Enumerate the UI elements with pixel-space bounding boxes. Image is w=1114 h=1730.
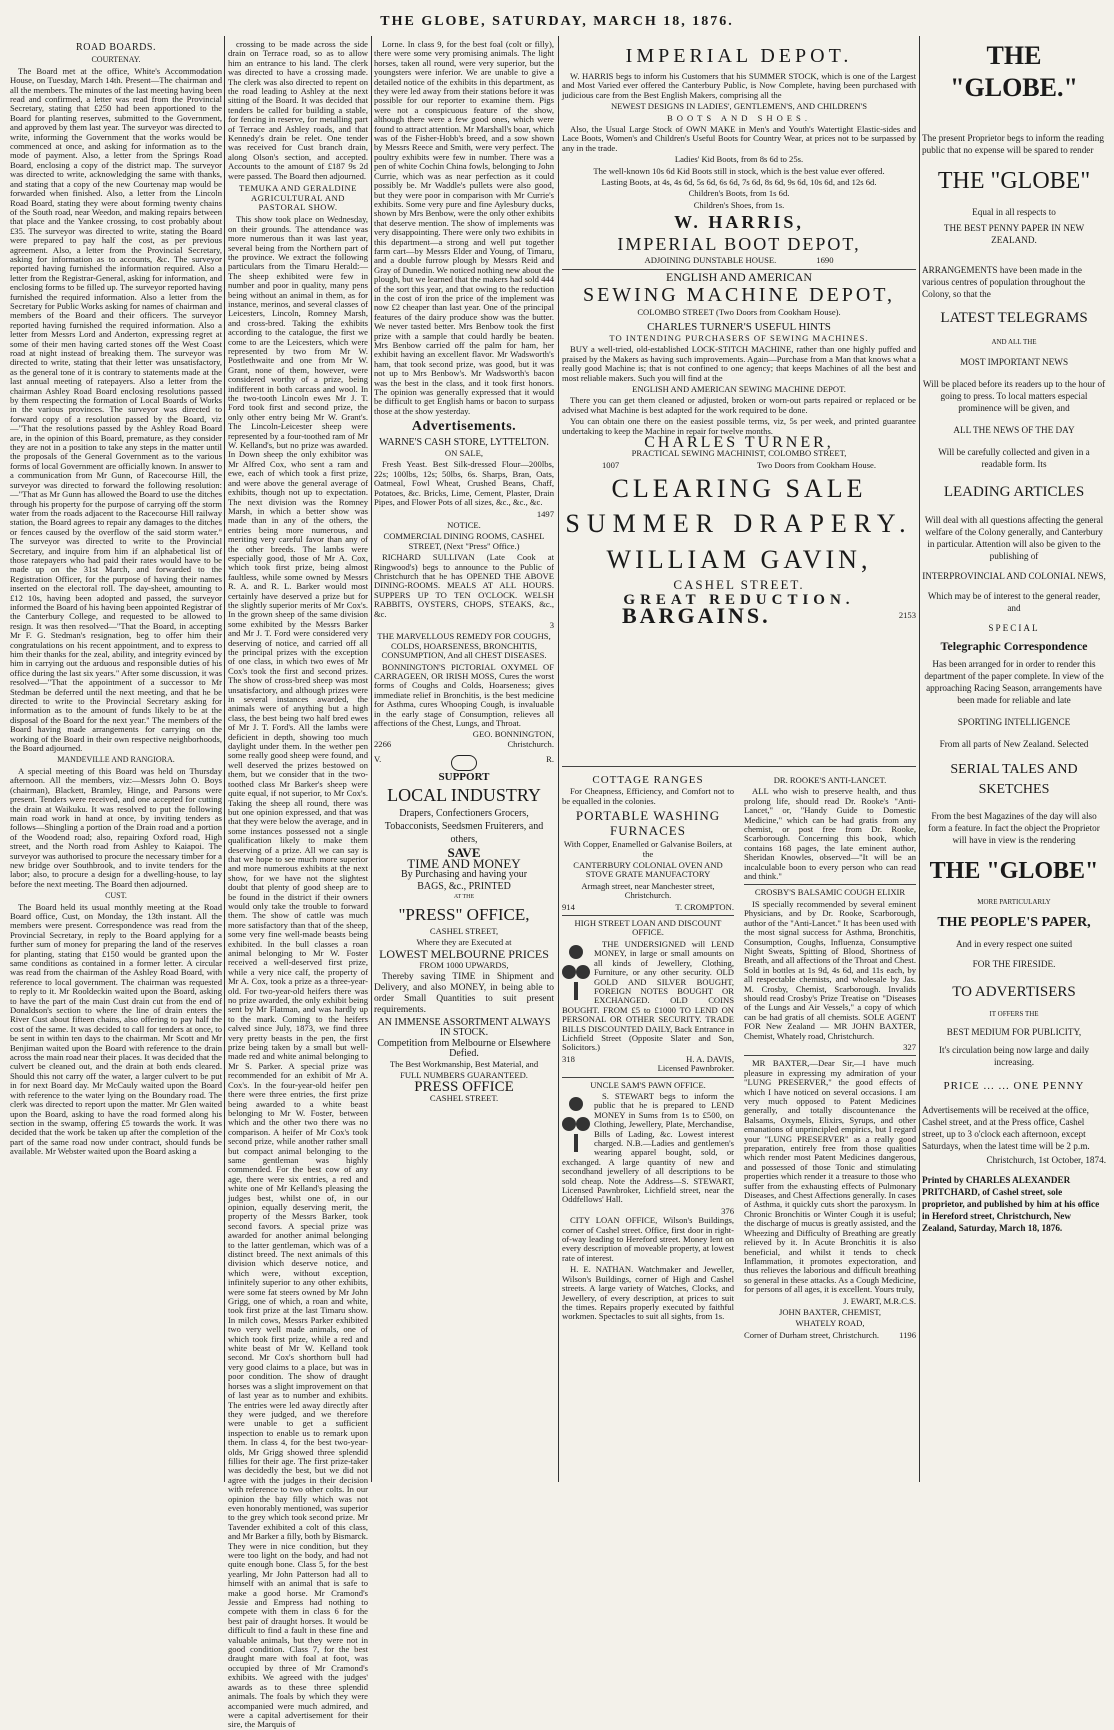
ad-text: Competition from Melbourne or Elsewhere Defied. [377,1038,551,1059]
prospectus-date: Christchurch, 1st October, 1874. [986,1155,1106,1165]
ad-footer [744,1331,916,1340]
ad-text: Fresh Yeast. Best Silk-dressed Flour—200lbs, 22s; 100lbs, 12s; 50lbs, 6s. Sharps, Bran, Oats, Oatmeal, Fowl Wheat, Crushed Beans, Chaff, Potatoes, &c. Bricks, Lime, Cement, Plaster, Drain Pipes, and Flower Pots of all sizes, &c., &c., &c. [374,459,554,508]
ad-title: SUPPORT [438,771,490,784]
ad-text: IS specially recommended by several eminent Physicians, and by Dr. Rooke, Scarborough, author of the "Anti-Lancet." It has been used with the most signal success for Asthma, Bronchitis, Consumption, Coughs, Influenza, Consumptive Night Sweats, Spitting of Blood, Shortness of Breath, and all affections of the Throat and Chest. Sold in bottles at 1s 9d, 4s 6d, and 11s each, by all respectable chemists, and wholesale by Jas. M. Crosby, Chemist, Scarborough. Invalids should read Crosby's Prize Treatise on "Diseases of the Lungs and Air Vessels," a copy of which can be had gratis of all chemists. SOLE AGENT FOR New Zealand — MR JOHN BAXTER, Chemist, Whately road, Christchurch. [744,898,916,1041]
ad-text: JOHN BAXTER, CHEMIST, [778,1306,881,1317]
ad-text: Also, the Usual Large Stock of OWN MAKE in Men's and Youth's Watertight Elastic-sides and Lace Boots, Women's and Children's Useful Boots for Country Wear, at prices not to be surpassed by any in the trade. [562,124,916,153]
ad-title: UNCLE SAM'S PAWN OFFICE. [590,1079,706,1090]
column-rule [224,36,225,1482]
ad-title: GREAT REDUCTION. [623,591,855,608]
article-text: The Board met at the office, White's Accommodation House, on Tuesday, March 14th. Present—The chairman and all the members. The minutes of the last meeting having been read and confirmed, a letter was read from the Provincial Secretary, stating that £250 had been apportioned to the Board for planting reserves, submitted to the Government, and approved by them last year. The surveyor was directed to write, informing the Government that the works would be commenced at once, and asking for information as to the mode of payment. Also, a letter from the Springs Road Board, enclosing a copy of the district map. The surveyor was directed to write, acknowledging the same with thanks, and stating that a copy of the new Courtenay map would be forwarded when finished. Also, a letter from the Lincoln Road Board, stating they were about forming twenty chains of the South road, near Weedon, and making repairs between that place and the Yankee crossing, to cost probably about £35. The surveyor was directed to write, stating the Board were prepared to pay half the cost, as per previous agreement. Also, a letter from the Provincial Secretary, asking for information as to accounts, &c. The surveyor reported having furnished the information required. Also a letter from the Registrar-General, asking for information, and enclosing forms to be filled up. The surveyor reported having furnished the required information. Also a letter from the Secretary for Public Works asking for names of chairman and members of the Board and their officers. The surveyor reported having furnished the required information. Also a letter from Messrs Lord and Anderton, expressing regret at some of their men having carted stones off the West Coast road at night instead of breaking them. The surveyor was directed to write, stating that their letter was unsatisfactory, as the general tone of it is contrary to statements made at the last annual meeting of ratepayers. Also a letter from the chairman Ashley Road Board enclosing resolutions passed by them respecting the formation of Local Boards of Works in the various provinces. The surveyor was directed to forward copy of a resolution passed by the Board, viz—"That the resolutions passed by the Ashley Road Board are, in the opinion of this Board, premature, as they consider they are not in a position to take any steps in the matter until the proposals of the General Government as to the various forms of local Government are officially known. In answer to a communication from Mr Gunn, of Racecourse Hill, the surveyor was directed to forward the following resolution:—"That as Mr Gunn has allowed the Board to use the ditches through his property for the purpose of carrying off the storm water from the roads adjacent to the Racecourse Hill railway station, the Board agrees to repair any damages to the ditches or fences caused by the overflow of the said storm water." The surveyor was directed to write to the Provincial Secretary, and inquire from him if an alphabetical list of those ratepayers who had paid their rates would have to be made up on the 31st March, and forwarded to the Registration Officer, for the purpose of having their names inserted on the electoral roll. The day-sheet, amounting to £12 10s, having been adopted and passed, the surveyor informed the Board of his having been appointed Registrar of the Canterbury College, and requested to be allowed to resign. It was then resolved—"That the Board, in accepting Mr F. G. Stedman's resignation, beg to offer him their congratulations on his recent appointment, and to express to him their thanks for the zeal, ability, and integrity evinced by him in carrying out the arduous and responsible duties of his office during the last six years." After some discussion, it was resolved—"That the appointment of a successor to Mr Stedman be deferred until the next meeting, and that he be directed to write to the Provincial Secretary asking for information as to the amount of funds likely to be at the disposal of the Board for the next year." The members of the Board having made arrangements for carrying on the working of the Board in their own respective neighborhoods, the Board adjourned. [10,65,222,754]
section-heading: ROAD BOARDS. [76,42,156,53]
prospectus-text: SPORTING INTELLIGENCE [957,717,1071,727]
prospectus-text: IT OFFERS THE [989,1010,1039,1018]
ad-text: Children's Boots, from 1s 6d. [688,188,790,199]
prospectus-heading: Telegraphic Correspondence [940,639,1088,653]
ad-title: DR. ROOKE'S ANTI-LANCET. [773,775,887,785]
vr-line [374,755,554,771]
divider [744,884,916,885]
prospectus-heading: THE "GLOBE" [929,858,1099,884]
column-rule [919,36,920,1482]
ad-text: The well-known 10s 6d Kid Boots still in stock, which is the best value ever offered. [593,165,885,176]
divider [562,766,916,767]
column-show-report [228,39,369,1730]
ad-title: BARGAINS. [622,603,771,628]
vr-r: R. [546,754,554,765]
ad-number: 2153 [898,610,916,620]
ad-text: Two Doors from Cookham House. [757,459,876,470]
prospectus-heading: LATEST TELEGRAMS [940,310,1088,326]
ad-number: 318 [562,1053,575,1064]
ad-text: ALL who wish to preserve health, and thus prolong life, should read Dr. Rooke's "Anti-Lancet," or, "Handy Guide to Domestic Medicine," which can be had gratis from any chemist, or post free from Dr. Rooke, Scarborough. Concerning this book, which contains 168 pages, the late eminent author, Sheridan Knowles, observed—"It will be an incalculable boon to every person who can read and think." [744,786,916,882]
prospectus-text: From all parts of New Zealand. Selected [939,739,1089,749]
prospectus-text: Will be placed before its readers up to the hour of going to press. To local matters especial prominence will be given, and [922,379,1106,413]
ad-text: T. CROMPTON. [675,901,734,912]
ad-number: 327 [903,1041,916,1052]
article-text: Lorne. In class 9, for the best foal (colt or filly), there were some very promising animals. The light horses, taken all round, were very superior, but the youngsters were inferior. We are unable to give a detailed notice of the exhibits in this department, as they were led away from their stations before it was possible for our reporter to examine them. Pigs were not a conspicuous feature of the show, although there were a few good ones, which were found to attract attention. Mr Marshall's boar, which was of the Fisher-Hobb's breed, and a sow shown by Messrs Reece and Smith, were very perfect. The poultry exhibits were few in number. There was a pen of white Cochin China fowls, belonging to John Currie, which was as near perfection as it could possibly be. Mr Waddle's pullets were also good, but they were poor in comparison with Mr Currie's exhibits. Some very pure and fine Aylesbury ducks, shown by Mrs Benbow, were the only other exhibits that deserve mention. The show of implements was very disappointing. There were only two exhibits in this department—a strong and well put together farm cart—by Messrs Elder and Young, of Timaru, and a double furrow plough by Messrs Reid and Gray of Dunedin. We noticed nothing new about the plough, but we learned that the makers had sold 444 of the sort this year, and that owing to the reduction in the cost of iron the price of the implement was now £2 cheaper than last year. One of the principal features of the dairy produce show was the butter. We never tasted better. Mrs Benbow took the first prize with a sample that could hardly be beaten. Mrs Benbow carried off the palm for ham, her exhibit having an excellent flavor. Mr Wadsworth's ham, that took second prize, was good, but it was not up to Mrs Benbow's. Mr Wadsworth's bacon was the best in the class, and it took first honors. The opinion was generally expressed that it would be difficult to get English hams or bacon to surpass those at the show yesterday. [374,39,554,416]
prospectus-text: And in every respect one suited [955,939,1073,949]
ad-text: Drapers, Confectioners Grocers, Tobacconists, Seedsmen Fruiterers, and others, [384,807,544,845]
masthead: THE GLOBE, SATURDAY, MARCH 18, 1876. [380,14,734,29]
article-text: The Board held its usual monthly meeting at the Road Board office, Cust, on Monday, the 13th instant. All the members were present. Correspondence was read from the Provincial Secretary, in reply to the Board applying for a further sum of money for preparing the land of the reserves for planting, stating that £150 would be granted upon the same conditions as contained in a former letter. A circular was read from the chairman of the Ashley Road Board, with reference to local government. The chairman was requested to reply to it. Mr Rooldeckin waited upon the Board, asking to have the part of the main Cust drain cut from the end of Donaldson's section to where the line of drain enters the River Cust about fifteen chains, also offering to pay half the cost of the same. It was decided to call for tenders at once, to be sent in within ten days to the chairman. Mr Scott and Mr Benjiman waited upon the Board with reference to the drain across the main road near their places. It was decided that the culvert be cleaned out, and the drain at both ends cleared. Should this not carry off the water, a larger culvert to be put in for next Board day. Mr McCauly waited upon the Board with reference to the water lying on the Boundary road. The clerk was directed to report upon the matter. Mr Glen waited upon the Board, asking to have the road formed along his section in the swamp, offering £5 towards the work. It was decided that the work be taken up after the completion of the part of the same road now under contract, should funds be available. Mr Webster waited upon the Board asking a [10,901,222,1157]
ad-title: CASHEL STREET. [673,577,805,593]
divider [744,1055,916,1056]
ad-number: 376 [721,1205,734,1216]
ad-title: PRESS OFFICE [414,1078,514,1095]
vr-v: V. [374,754,382,765]
column-rule [558,36,559,1482]
prospectus-text: MOST IMPORTANT NEWS [959,357,1069,367]
ad-footer [562,603,916,628]
ad-text: BAGS, &c., PRINTED [417,880,511,892]
ad-title: LOWEST MELBOURNE PRICES [379,946,549,961]
subheading: MANDEVILLE AND RANGIORA. [57,755,175,765]
ad-text: WHATELY ROAD, [795,1318,865,1329]
ad-text: There you can get them cleaned or adjusted, broken or worn-out parts repaired or replaced or be advised what Machine is best adapted for the work required to be done. [562,395,916,415]
column-display-ads [562,40,916,1482]
ad-title: CROSBY'S BALSAMIC COUGH ELIXIR [754,887,906,898]
ad-text: MR BAXTER,—Dear Sir,—I have much pleasure in expressing my admiration of your "LUNG PRESERVER," the good effects of which I have noticed on several occasions. I am very much opposed to Patent Medicines generally, and totally discountenance the Balsams, Oxymels, Elixirs, Syrups, and other emanations of unprincipled empirics, but I regard your "LUNG PRESERVER" as a really good preparation, entirely free from those qualities which render most Patent Medicines dangerous, and possessed of those Tonic and stimulating properties which render it a treasure to those who suffer from the exhausting effects of Pulmonary Diseases, and Chest Affections generally. In cases of Asthma, it quickly cuts short the paroxysm. In Chronic Bronchitis or Winter Cough it is useful; the discharge of mucus is greatly assisted, and the Wheezing and Difficulty of Breathing are greatly relieved by it. In Acute Bronchitis it is also beneficial, and whilst it tends to check Inflammation, it promotes expectoration, and thus relieves the laborious and difficult breathing so general in these attacks. As a Cough Medicine, for persons of all ages, it is excellent. Yours truly, [744,1058,916,1295]
ad-footer [562,461,916,470]
column-road-boards [10,40,222,1482]
prospectus-text: Will be carefully collected and given in a readable form. Its [938,447,1090,469]
prospectus-text: AND ALL THE [991,338,1037,346]
ad-text: PRACTICAL SEWING MACHINIST, COLOMBO STREET, [631,448,847,459]
ad-footer [374,740,554,749]
ad-text: H. A. DAVIS, [686,1053,734,1064]
ad-number: 1196 [899,1329,916,1340]
subheading: COURTENAY. [91,55,141,65]
prospectus-text: Will deal with all questions affecting the general welfare of the Colony generally, and Canterbury in particular. Attention will also be given to the publishing of [924,515,1104,561]
ad-signature: GEO. BONNINGTON, [472,729,554,740]
prospectus-heading: LEADING ARTICLES [943,484,1085,500]
ad-title: "PRESS" OFFICE, [398,904,530,924]
article-text: A special meeting of this Board was held on Thursday afternoon. All the members, viz:—Messrs John O. Boys (chairman), Blackett, Bramley, Hinge, and Parsons were present. Tenders were received, and one accepted for cutting the drain at Waikuku. It was resolved to put the following main road work in hand at once, by inviting tenders as follows—Shingling a portion of the Drain road and a portion of the Woodend road; also, repairing Oxford road, High street, and the North road from Ashley to Kaiapoi. The surveyor was authorised to procure the necessary timber for a new bridge over Southbrook, and to invite tenders for the labor; also, to procure a design for a dwelling-house, to lay before the next meeting. The Board then adjourned. [10,765,222,889]
price-line: PRICE ... ... ONE PENNY [943,1080,1085,1092]
prospectus-text: FOR THE FIRESIDE. [972,959,1056,969]
prospectus-text: INTERPROVINCIAL AND COLONIAL NEWS, [922,571,1106,581]
imperial-depot-ad [562,40,916,628]
ad-text: ENGLISH AND AMERICAN SEWING MACHINE DEPOT. [632,383,846,394]
ad-text: CITY LOAN OFFICE, Wilson's Buildings, corner of Cashel street. Office, first door in right-of-way leading to Hereford street. Money lent on every description of moveable property, at lowest rate of interest. [562,1215,734,1263]
prospectus-heading: SERIAL TALES AND SKETCHES [950,762,1078,797]
column-advertisements [374,40,554,1482]
crown-ornament [451,755,477,771]
ad-title: SAVE [447,844,481,860]
ad-title: ENGLISH AND AMERICAN [665,269,812,284]
ad-text: Corner of Durham street, Christchurch. [744,1329,880,1340]
prospectus-text: It's circulation being now large and daily increasing. [939,1045,1089,1067]
ad-number: 1497 [536,508,554,519]
article-text: crossing to be made across the side drain on Terrace road, so as to allow him an entrance to his land. The clerk was directed to have a crossing made. The clerk was also directed to repent on the road leading to Ashley at the next sitting of the Board. It was decided that tenders be called for building a stable, for fencing in reserve, for metalling part of Terrace and Ashley roads, and that Kennedy's drain be relet. One tender was received for Cust branch drain, along Olson's section, and accepted. Accounts to the amount of £187 9s 2d were passed. The Board then adjourned. [228,39,368,181]
prospectus-text: From the best Magazines of the day will also form a feature. In fact the object the Proprietor will have in view is the rendering [928,811,1100,845]
ad-text: H. E. NATHAN. Watchmaker and Jeweller, Wilson's Buildings, corner of High and Cashel streets. A large variety of Watches, Clocks, and Jewellery, of every description, at prices to suit the times. Repairs properly executed by faithful workmen. Spectacles to suit all sights, from 1s. [562,1264,734,1322]
prospectus-text: ARRANGEMENTS have been made in the various centres of population throughout the Colony, so that the [922,265,1086,299]
subheading: CUST. [105,891,127,901]
advertisements-heading: Advertisements. [411,419,517,435]
column-globe-prospectus [922,40,1106,1482]
ad-text: You can obtain one there on the easiest possible terms, viz, 5s per week, and printed guarantee undertaking to keep the Machine in repair for twelve months. [562,416,916,436]
article-text: This show took place on Wednesday, on their grounds. The attendance was more numerous than it was last year, several being from the Northern part of the province. We extract the following particulars from the Timaru Herald:— The sheep exhibited were few in number and poor in quality, many pens being without an animal in them, as for instance, merinos, and several classes of Leicesters, Lincoln, Romney Marsh, and cross-bred. Taking the exhibits according to the catalogue, the first we come to are the Leicesters, which were represented by two from Mr W. Postlethwaite and one from Mr W. Grant, none of them, however, were considered worthy of a prize, being indifferent in both carcass and wool. In the two-tooth Lincoln ewes Mr J. T. Ford took first and second prize, the only other entry being Mr W. Grant's. The Lincoln-Leicester sheep were represented by a four-toothed ram of Mr W. Kelland's, but no prize was awarded. In Down sheep the only exhibitor was Mr Alfred Cox, who sent a ram and ewe, each of which took a first prize, and were above the general average of exhibits, though not up to expectation. The next division was the Romney Marsh, in which a better show was made than in any of the others, the entries being more numerous, and meriting very careful favor than any of the other breeds. The lambs were especially good, those of Mr A. Cox, which took first prize, being almost faultless, while some owned by Messrs R. A. and R. L. Barker would most certainly have deserved a prize but for the slightly superior merits of Mr Cox's. In the grown sheep of the same division some exhibited by the Messrs Barker and Mr J. T. Ford were considered very deserving of notice, and carried off all the principal prizes with the exception of one class, in which two ewes of Mr Cox's took the first and second prizes. The show of cross-bred sheep was most unsatisfactory, and although prizes were in several instances awarded, the animals were of anything but a high class, the best being two half bred ewes of Mr J. T. Ford's. All the lambs were deficient in depth, showing too much daylight under them. In the wether pen some really good sheep were found, and well deserved the prizes bestowed on them, but we consider that in the two-toothed class Mr Barker's sheep were quite equal, if not superior, to Mr Cox's. Taking the sheep all round, there was but one opinion expressed, and that was that they were below the average, and in some instances possessed not a single qualification likely to make them deserving of a prize. All we can say is that we hope to see much more superior and more numerous exhibits at the next show, for we have not the slightest doubt that plenty of good sheep are to be found in the district if their owners would only take the trouble to forward them. The show of cattle was much more satisfactory than that of the sheep, some very fine well-made beasts being exhibited. In the bull classes a roan animal belonging to Mr W. Foster received a well-deserved first prize, while a very nice calf, the property of Mr A. Cox, took a prize as a three-year-old. For two-year-old heifers there was no prize awarded, the only exhibit being sent by Mr Flatman, and was hardly up to the mark. Coming to the heifers calved since July, 1873, we find three very pretty beasts in the pen, the first prize being taken by a small but well-made red and white animal belonging to Mr S. Parker. A special prize was recommended for an exhibit of Mr A. Cox's. In the four-year-old heifer pen there were three entries, the first prize being awarded to a white beast belonging to Mr W. Foster, between which and the other two there was no comparison. A heifer of Mr Cox's took second prize, while another rather small but compact animal belonging to the same gentleman was highly commended. For the best cow of any age, there were six entries, a red and white one of Mr Kelland's pleasing the judges best, whilst one of, in our opinion, equally deserving merit, the property of the Messrs Barker, took second favors. A special prize was awarded for another animal belonging to the latter gentleman, which was of a distinct breed. The next animals of this division which deserve notice, and which were, without exception, infinitely superior to any other exhibits, were some fat steers owned by Mr John Grigg, one of which, a roan and white, took first prize at the last Timaru show. In milch cows, Messrs Parker exhibited two very well made animals, one of which took first prize, while a red and white beast of Mr W. Kelland took second. Mr Cox's shorthorn bull had very good claims to a place, but was in poor condition. The show of draught horses was a slight improvement on that of last year as to number and exhibits. The entries were led away directly after they were judged, and we therefore were unable to get a sufficient inspection to enable us to remark upon them. In class 4, for the best two-year-olds, Mr Grigg showed three splendid fillies for their age. The first prize-taker was decidedly the best, but we did not agree with the judges in their decision with reference to two other colts. In our opinion the bay filly which was not even honorably mentioned, was superior to the grey which took second prize. Mr Tavender exhibited a colt of this class, and Mr Barker a filly, both by Bismarck. They were in nice condition, but they were too light on the body, and had not quite enough bone. Class 5, for the best yearling, Mr John Patterson had all to himself with an animal that is safe to make a good horse. Mr Cramond's Jessie and Empress had nothing to compete with them in class 6 for the best pair of draught horses. It would be difficult to find a fault in these fine and valuable animals, but they were not in good condition. Class 7, for the best draught mare with foal at foot, was occupied by three of Mr Cramond's exhibits. We agreed with the judges' awards as to these three splendid animals. The foals by which they were accompanied were much admired, and were a capital advertisement for their sire, the Marquis of [228,214,369,1730]
ad-text: W. HARRIS begs to inform his Customers that his SUMMER STOCK, which is one of the Largest and Most Varied ever offered the Canterbury Public, is Now Complete, having been purchased with judicious care from the Best English Makers, comprising all the [562,71,916,100]
prospectus-text: The present Proprietor begs to inform the reading public that no expense will be spared to render [922,133,1104,155]
ad-text: NEWEST DESIGNS IN LADIES', GENTLEMEN'S, AND CHILDREN'S [610,101,868,112]
section-heading: TEMUKA AND GERALDINE AGRICULTURAL AND PASTORAL SHOW. [239,183,357,212]
ad-footer [562,903,734,912]
ad-text: CANTERBURY COLONIAL OVEN AND STOVE GRATE MANUFACTORY [573,860,723,880]
ad-title: SEWING MACHINE DEPOT, [582,284,896,307]
ad-number: 3 [549,619,554,630]
prospectus-heading: THE "GLOBE" [937,168,1091,194]
ad-text: CASHEL STREET. [429,1093,499,1104]
ad-text: ON SALE, [444,448,484,459]
ad-text: CASHEL STREET, [429,925,499,936]
divider [562,915,734,916]
ad-text: The Best Workmanship, Best Material, and [389,1058,539,1069]
ad-text: FULL NUMBERS GUARANTEED. [400,1070,528,1081]
imprint: Printed by CHARLES ALEXANDER PRITCHARD, of Cashel street, sole proprietor, and published by him at his office in Hereford street, Christchurch, New Zealand, Saturday, March 18, 1876. [922,1175,1100,1233]
ad-number: 914 [562,901,575,912]
right-small-ads [744,774,916,1480]
ad-title: CHARLES TURNER'S USEFUL HINTS [647,320,831,333]
ad-footer [562,256,916,265]
ad-title: PORTABLE WASHING FURNACES [575,808,721,839]
ad-city: Christchurch. [507,738,554,749]
ad-signature: J. EWART, M.R.C.S. [843,1295,916,1306]
ad-text: TO INTENDING PURCHASERS OF SEWING MACHINES. [609,332,869,343]
ad-text: BONNINGTON'S PICTORIAL OXYMEL OF CARRAGEEN, OR IRISH MOSS, Cures the worst forms of Coughs and Colds, Hoarseness; gives immediate relief in Bronchitis, is the best medicine for Asthma, cures Whooping Cough, is invaluable in the early stage of Consumption, relieves all affections of the Chest, Lungs, and Throat. [374,661,554,729]
prospectus-text: Has been arranged for in order to render this department of the paper complete. In view of the approaching Racing Season, arrangements have been made for reliable and late [924,659,1104,705]
prospectus-text: Advertisements will be received at the office, Cashel street, and at the Press office, Cashel street, up to 3 o'clock each afternoon, except Saturdays, when the latest time will be 2 p.m. [922,1105,1090,1151]
prospectus-heading: THE PEOPLE'S PAPER, [937,915,1091,930]
prospectus-text: MORE PARTICULARLY [977,898,1051,906]
ad-title: SUMMER DRAPERY. [565,509,913,539]
prospectus-text: SPECIAL [988,623,1040,633]
ad-text: By Purchasing and having your [400,869,528,881]
ad-text: COLOMBO STREET (Two Doors from Cookham House). [637,307,841,318]
prospectus-text: ALL THE NEWS OF THE DAY [953,425,1075,435]
column-rule [371,36,372,1482]
ad-text: BUY a well-tried, old-established LOCK-STITCH MACHINE, rather than one highly puffed and praised by the Makers as having such improvements. Again—Purchase from a Man that knows what a really good Machine is; that is not confined to one agency; that keeps Machines of all the best and most reliable makers. Such you will find at the [562,344,916,383]
ad-title: W. HARRIS, [674,212,804,233]
ad-text: S. STEWART begs to inform the public that he is prepared to LEND MONEY in Sums from 1s to £500, on Clothing, Jewellery, Plate, Merchandise, Bills of Lading, &c. Lowest interest charged. N.B.—Ladies and gentlemen's wearing apparel bought, sold, or exchanged. A large quantity of new and secondhand jewellery of all descriptions to be sold cheap. Note the Address—S. STEWART, Licensed Pawnbroker, Lichfield street, near the Oddfellows' Hall. [562,1090,734,1205]
ad-text: For Cheapness, Efficiency, and Comfort not to be equalled in the colonies. [562,786,734,806]
ad-text: Thereby saving TIME in Shipment and Delivery, and also MONEY, in being able to order Small Quantities to suit present requirements. [374,972,554,1016]
ad-text: AT THE [453,894,475,901]
ad-number: 1690 [816,255,834,266]
prospectus-title: THE "GLOBE." [950,41,1078,102]
ad-title: CHARLES TURNER, [644,433,834,451]
prospectus-text: Equal in all respects to [972,207,1056,217]
ad-title: THE MARVELLOUS REMEDY FOR COUGHS, COLDS, HOARSENESS, BRONCHITIS, CONSUMPTION, And all CHEST DISEASES. [377,631,551,661]
ad-title: COTTAGE RANGES [592,774,704,786]
ad-title: NOTICE. [447,519,481,530]
ad-text: FROM 1000 UPWARDS, [419,959,509,970]
ad-text: BOOTS AND SHOES. [667,112,811,123]
prospectus-text: THE BEST PENNY PAPER IN NEW ZEALAND. [943,223,1085,245]
ad-text: Armagh street, near Manchester street, Christchurch. [581,880,715,901]
ad-title: HIGH STREET LOAN AND DISCOUNT OFFICE. [574,918,722,938]
ad-text: AN IMMENSE ASSORTMENT ALWAYS IN STOCK. [377,1017,551,1038]
ad-title: CLEARING SALE [611,474,867,504]
left-small-ads [562,774,734,1480]
ad-text: Children's Shoes, from 1s. [693,199,785,210]
ad-title: WARNE'S CASH STORE, LYTTELTON. [379,436,549,448]
prospectus-text: BEST MEDIUM FOR PUBLICITY, [946,1027,1082,1037]
ad-number: 1007 [602,459,620,470]
divider [562,269,916,270]
ad-text: Where they are Executed at [416,937,512,948]
ad-text: Lasting Boots, at 4s, 4s 6d, 5s 6d, 6s 6d, 7s 6d, 8s 6d, 9s 6d, 10s 6d, and 12s 6d. [601,177,877,188]
ad-text: Licensed Pawnbroker. [657,1063,734,1074]
ad-text: ADJOINING DUNSTABLE HOUSE. [644,255,777,266]
prospectus-text: Which may be of interest to the general reader, and [927,591,1101,613]
ad-title: TIME AND MONEY [407,856,521,872]
ad-text: Ladies' Kid Boots, from 8s 6d to 25s. [674,154,804,165]
pawn-balls-icon [562,1094,590,1154]
ad-title: COMMERCIAL DINING ROOMS, CASHEL STREET, (Next "Press" Office.) [383,531,545,551]
ad-text: THE UNDERSIGNED will LEND MONEY, in large or small amounts on all kinds of Jewellery, Clothing, Furniture, or any other security. OLD GOLD AND SILVER BOUGHT, FOREIGN NOTES BOUGHT OR EXCHANGED. OLD COINS BOUGHT. FROM £5 to £1000 TO LEND ON PERSONAL OR OTHER SECURITY. TRADE BILLS DISCOUNTED DAILY, Back Entrance in Lichfield Street (Opposite Slater and Son, Solicitors.) [562,938,734,1053]
ad-title: IMPERIAL BOOT DEPOT, [617,234,861,255]
ad-text: RICHARD SULLIVAN (Late Cook at Ringwood's) begs to announce to the Public of Christchurch that he has OPENED THE ABOVE DINING-ROOMS. MEALS AT ALL HOURS. SUPPERS UP TO TEN O'CLOCK. WELSH RABBITS, OYSTERS, CHOPS, STEAKS, &c., &c. [374,552,554,619]
ad-title: WILLIAM GAVIN, [606,545,872,575]
ad-number: 2266 [374,738,392,749]
ad-title: LOCAL INDUSTRY [387,784,541,805]
ad-title: IMPERIAL DEPOT. [625,45,853,67]
pawn-balls-icon [562,942,590,1002]
divider [562,1077,734,1078]
prospectus-heading: TO ADVERTISERS [952,984,1076,1000]
ad-text: With Copper, Enamelled or Galvanise Boilers, at the [563,839,733,859]
